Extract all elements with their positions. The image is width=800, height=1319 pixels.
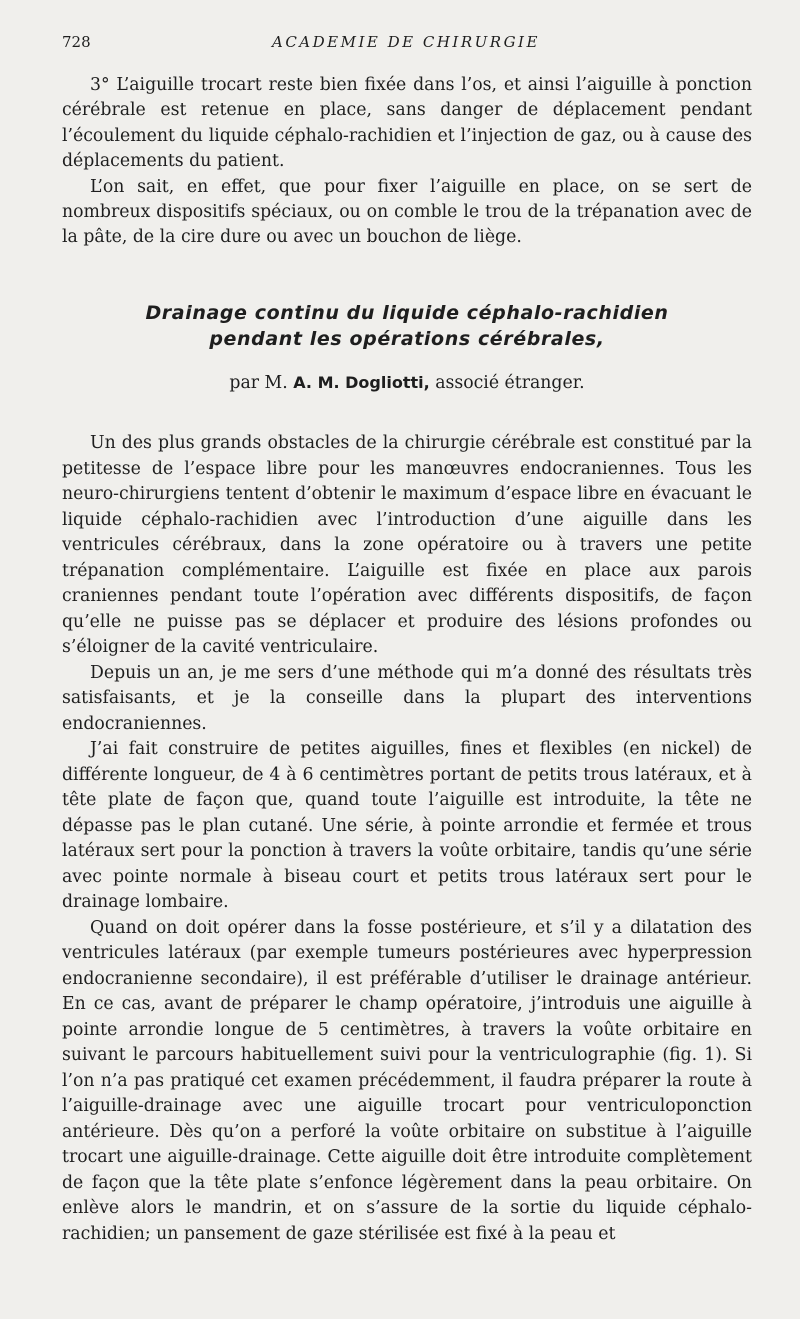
intro-text (62, 73, 752, 251)
byline-prefix: par M. (229, 373, 288, 393)
article-title (62, 300, 752, 352)
byline-suffix: associé étranger. (435, 373, 585, 393)
journal-title: ACADEMIE DE CHIRURGIE (272, 33, 540, 51)
page-number: 728 (62, 33, 91, 51)
article-body (62, 431, 752, 1247)
title-line-2: pendant les opérations cérébrales, (209, 328, 605, 350)
paragraph: Depuis un an, je me sers d’une méthode qui m’a donné des résultats très satisfaisants, et je la conseille dans la plupart des interventions endocraniennes. (62, 662, 752, 734)
author-name: A. M. Dogliotti, (293, 373, 430, 392)
paragraph: L’on sait, en effet, que pour fixer l’aiguille en place, on se sert de nombreux dispositifs spéciaux, ou on comble le trou de la trépanation avec de la pâte, de la cire dure ou avec un bouchon de liège. (62, 176, 752, 248)
byline (62, 373, 752, 393)
running-header (62, 33, 752, 53)
paragraph: Quand on doit opérer dans la fosse postérieure, et s’il y a dilatation des ventricules latéraux (par exemple tumeurs postérieures avec hyperpression endocranienne secondaire), il est préférable d’utiliser le drainage antérieur. En ce cas, avant de préparer le champ opératoire, j’introduis une aiguille à pointe arrondie longue de 5 centimètres, à travers la voûte orbitaire en suivant le parcours habituellement suivi pour la ventriculographie (fig. 1). Si l’on n’a pas pratiqué cet examen précédemment, il faudra préparer la route à l’aiguille-drainage avec une aiguille trocart pour ventriculoponction antérieure. Dès qu’on a perforé la voûte orbitaire on substitue à l’aiguille trocart une aiguille-drainage. Cette aiguille doit être introduite complètement de façon que la tête plate s’enfonce légèrement dans la peau orbitaire. On enlève alors le mandrin, et on s’assure de la sortie du liquide céphalo-rachidien; un pansement de gaze stérilisée est fixé à la peau et (62, 917, 752, 1244)
title-line-1: Drainage continu du liquide céphalo-rachidien (145, 302, 669, 324)
paragraph: 3° L’aiguille trocart reste bien fixée dans l’os, et ainsi l’aiguille à ponction cérébrale est retenue en place, sans danger de déplacement pendant l’écoulement du liquide céphalo-rachidien et l’injection de gaz, ou à cause des déplacements du patient. (62, 75, 752, 172)
paragraph: J’ai fait construire de petites aiguilles, fines et flexibles (en nickel) de différente longueur, de 4 à 6 centimètres portant de petits trous latéraux, et à tête plate de façon que, quand toute l’aiguille est introduite, la tête ne dépasse pas le plan cutané. Une série, à pointe arrondie et fermée et trous latéraux sert pour la ponction à travers la voûte orbitaire, tandis qu’une série avec pointe normale à biseau court et petits trous latéraux sert pour le drainage lombaire. (62, 739, 752, 912)
paragraph: Un des plus grands obstacles de la chirurgie cérébrale est constitué par la petitesse de l’espace libre pour les manœuvres endocraniennes. Tous les neuro-chirurgiens tentent d’obtenir le maximum d’espace libre en évacuant le liquide céphalo-rachidien avec l’introduction d’une aiguille dans les ventricules cérébraux, dans la zone opératoire ou à travers une petite trépanation complémentaire. L’aiguille est fixée en place aux parois craniennes pendant toute l’opération avec différents dispositifs, de façon qu’elle ne puisse pas se déplacer et produire des lésions profondes ou s’éloigner de la cavité ventriculaire. (62, 433, 752, 657)
